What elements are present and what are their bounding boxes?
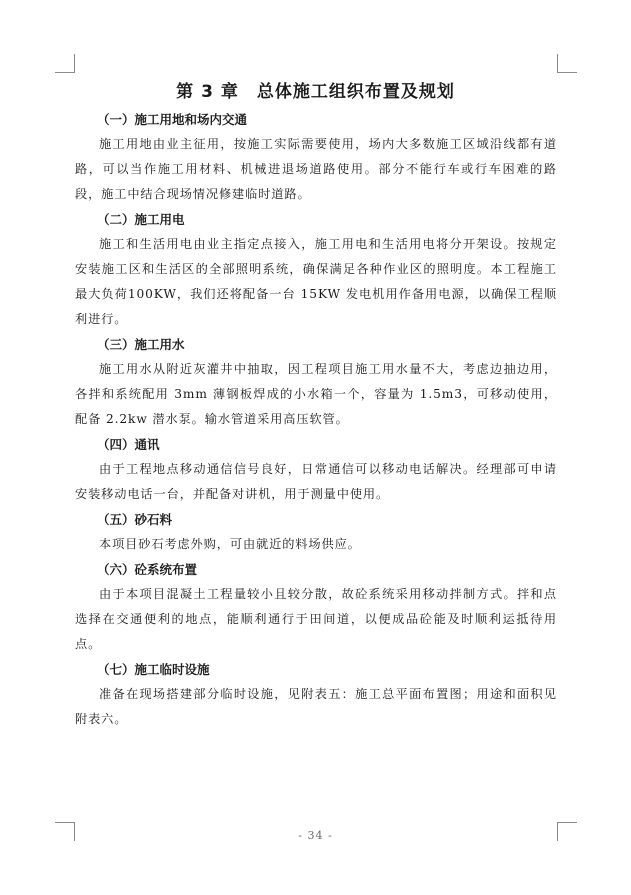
section-heading: （六）砼系统布置 — [97, 562, 198, 577]
section — [75, 507, 557, 557]
section-heading: （四）通讯 — [97, 437, 160, 452]
section-heading: （一）施工用地和场内交通 — [97, 112, 248, 127]
crop-mark-top-right-h — [557, 72, 577, 73]
crop-mark-top-left-h — [55, 72, 75, 73]
section-paragraph: 本项目砂石考虑外购，可由就近的料场供应。 — [99, 537, 361, 551]
chapter-title — [0, 77, 631, 102]
section-paragraph: 施工用水从附近灰灌井中抽取，因工程项目施工用水量不大，考虑边抽边用，各拌和系统配用 3mm 薄钢板焊成的小水箱一个，容量为 1.5m3，可移动使用，配备 2.2kw 潜水泵。输水管道采用高压软管。 — [75, 362, 557, 426]
document-body — [75, 107, 557, 732]
page-number: - 34 - — [298, 829, 333, 842]
crop-mark-top-right-v — [557, 54, 558, 73]
section — [75, 432, 557, 507]
section-paragraph: 施工和生活用电由业主指定点接入，施工用电和生活用电将分开架设。按规定安装施工区和生活区的全部照明系统，确保满足各种作业区的照明度。本工程施工最大负荷100KW，我们还将配备一台 15KW 发电机用作备用电源，以确保工程顺利进行。 — [75, 237, 557, 326]
section — [75, 657, 557, 732]
section — [75, 557, 557, 657]
crop-mark-bottom-right-h — [557, 822, 577, 823]
section-paragraph: 由于本项目混凝土工程量较小且较分散，故砼系统采用移动拌制方式。拌和点选择在交通便利的地点，能顺利通行于田间道，以便成品砼能及时顺利运抵待用点。 — [75, 587, 557, 651]
section-heading: （三）施工用水 — [97, 337, 185, 352]
section — [75, 332, 557, 432]
chapter-title-text: 总体施工组织布置及规划 — [256, 82, 455, 102]
section — [75, 207, 557, 332]
chapter-number: 第 3 章 — [176, 82, 239, 102]
crop-mark-top-left-v — [74, 54, 75, 73]
crop-mark-bottom-left-h — [55, 822, 75, 823]
section-paragraph: 准备在现场搭建部分临时设施，见附表五：施工总平面布置图；用途和面积见附表六。 — [75, 687, 557, 726]
section-paragraph: 施工用地由业主征用，按施工实际需要使用，场内大多数施工区域沿线都有道路，可以当作施工用材料、机械进退场道路使用。部分不能行车或行车困难的路段，施工中结合现场情况修建临时道路。 — [75, 137, 557, 201]
section-heading: （五）砂石料 — [97, 512, 173, 527]
section — [75, 107, 557, 207]
section-heading: （七）施工临时设施 — [97, 662, 210, 677]
section-heading: （二）施工用电 — [97, 212, 185, 227]
section-paragraph: 由于工程地点移动通信信号良好，日常通信可以移动电话解决。经理部可申请安装移动电话一台，并配备对讲机，用于测量中使用。 — [75, 462, 557, 501]
